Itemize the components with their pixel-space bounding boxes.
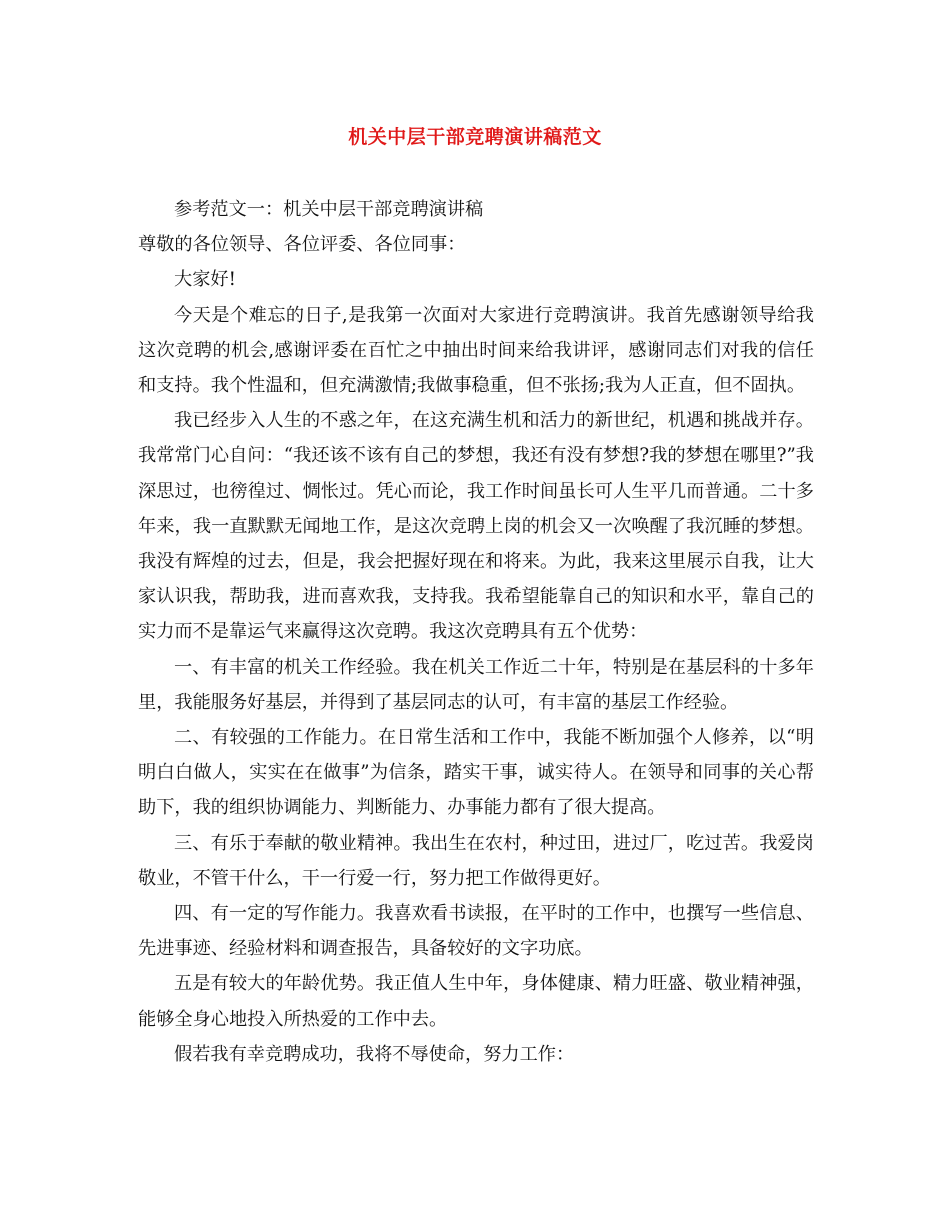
document-title: 机关中层干部竞聘演讲稿范文: [348, 126, 602, 148]
paragraph-advantage-one: 一、有丰富的机关工作经验。我在机关工作近二十年，特别是在基层科的十多年里，我能服务好基层，并得到了基层同志的认可，有丰富的基层工作经验。: [138, 656, 814, 713]
paragraph-advantage-two: 二、有较强的工作能力。在日常生活和工作中，我能不断加强个人修养，以“明明白白做人，实实在在做事”为信条，踏实干事，诚实待人。在领导和同事的关心帮助下，我的组织协调能力、判断能力、办事能力都有了很大提高。: [138, 727, 814, 819]
paragraph-advantage-four: 四、有一定的写作能力。我喜欢看书读报，在平时的工作中，也撰写一些信息、先进事迹、经验材料和调查报告，具备较好的文字功底。: [138, 903, 814, 960]
paragraph-greeting: 大家好!: [174, 269, 236, 291]
document-body: [138, 192, 814, 1072]
paragraph-salutation: 尊敬的各位领导、各位评委、各位同事：: [138, 234, 466, 256]
paragraph-advantage-five: 五是有较大的年龄优势。我正值人生中年，身体健康、精力旺盛、敬业精神强，能够全身心地投入所热爱的工作中去。: [138, 973, 814, 1030]
paragraph-commitment: 假若我有幸竞聘成功，我将不辱使命，努力工作：: [174, 1043, 575, 1065]
paragraph-advantage-three: 三、有乐于奉献的敬业精神。我出生在农村，种过田，进过厂，吃过苦。我爱岗敬业，不管干什么，干一行爱一行，努力把工作做得更好。: [138, 832, 814, 889]
paragraph-reflection: 我已经步入人生的不惑之年，在这充满生机和活力的新世纪，机遇和挑战并存。我常常门心自问：“我还该不该有自己的梦想，我还有没有梦想?我的梦想在哪里?”我深思过，也徬徨过、惆怅过。凭心而论，我工作时间虽长可人生平几而普通。二十多年来，我一直默默无闻地工作，是这次竞聘上岗的机会又一次唤醒了我沉睡的梦想。我没有辉煌的过去，但是，我会把握好现在和将来。为此，我来这里展示自我，让大家认识我，帮助我，进而喜欢我，支持我。我希望能靠自己的知识和水平，靠自己的实力而不是靠运气来赢得这次竞聘。我这次竞聘具有五个优势：: [138, 410, 814, 643]
paragraph-introduction: 今天是个难忘的日子,是我第一次面对大家进行竞聘演讲。我首先感谢领导给我这次竞聘的机会,感谢评委在百忙之中抽出时间来给我讲评，感谢同志们对我的信任和支持。我个性温和，但充满激情;我做事稳重，但不张扬;我为人正直，但不固执。: [138, 304, 814, 397]
paragraph-reference-heading: 参考范文一：机关中层干部竞聘演讲稿: [174, 199, 484, 220]
